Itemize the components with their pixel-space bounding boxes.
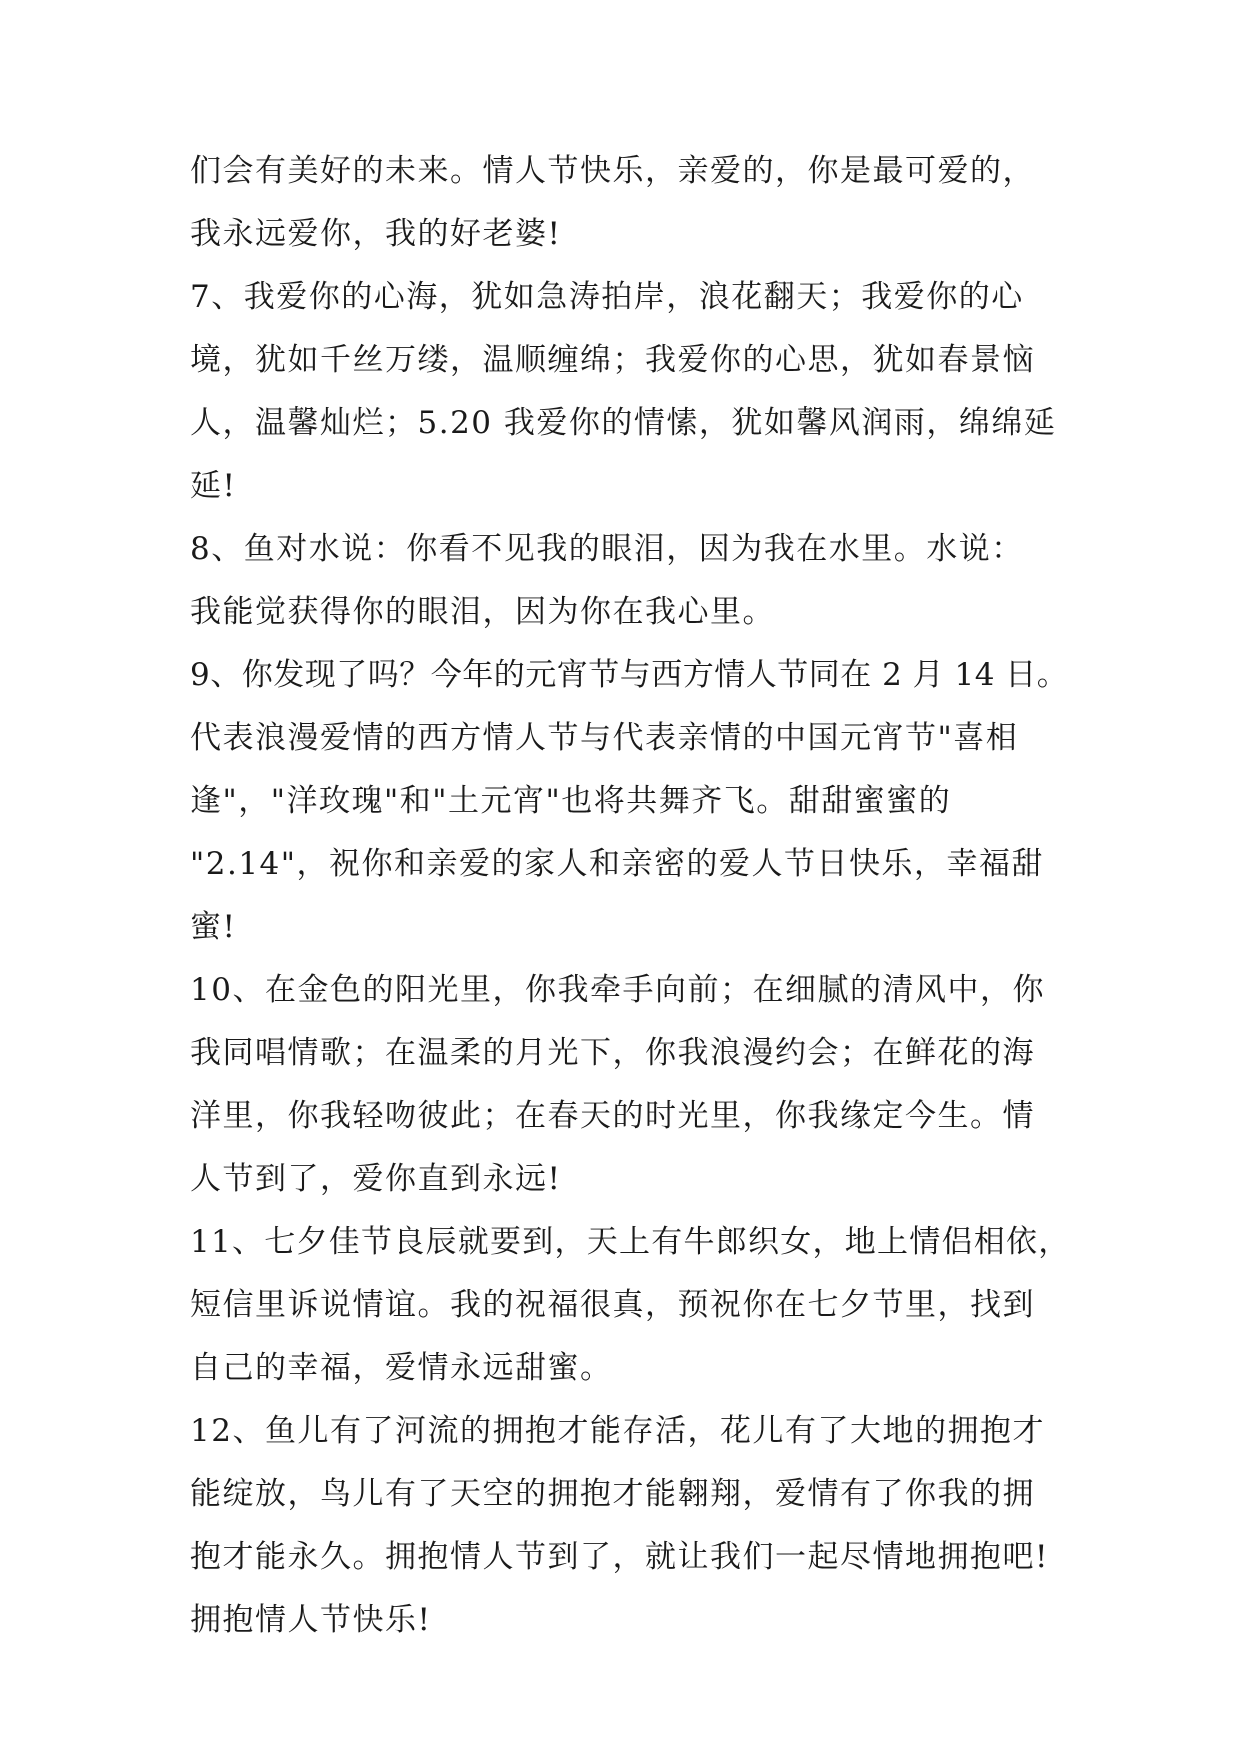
text-line: 自己的幸福，爱情永远甜蜜。 xyxy=(190,1350,613,1386)
text-line: 洋里，你我轻吻彼此；在春天的时光里，你我缘定今生。情 xyxy=(190,1098,1035,1134)
text-line: 7、我爱你的心海，犹如急涛拍岸，浪花翻天；我爱你的心 xyxy=(190,279,1024,315)
document-body xyxy=(190,140,1070,1652)
text-line: 蜜! xyxy=(190,909,237,945)
text-line: 10、在金色的阳光里，你我牵手向前；在细腻的清风中，你 xyxy=(190,972,1045,1008)
text-line: 逢"，"洋玫瑰"和"土元宵"也将共舞齐飞。甜甜蜜蜜的 xyxy=(190,783,952,819)
text-line: 短信里诉说情谊。我的祝福很真，预祝你在七夕节里，找到 xyxy=(190,1287,1035,1323)
text-line: 抱才能永久。拥抱情人节到了，就让我们一起尽情地拥抱吧! xyxy=(190,1539,1049,1575)
text-line: 延! xyxy=(190,468,237,504)
text-line: 拥抱情人节快乐! xyxy=(190,1602,432,1638)
text-line: 们会有美好的未来。情人节快乐，亲爱的，你是最可爱的， xyxy=(190,153,1035,189)
text-line: 境，犹如千丝万缕，温顺缠绵；我爱你的心思，犹如春景恼 xyxy=(190,342,1035,378)
text-line: 人节到了，爱你直到永远! xyxy=(190,1161,562,1197)
text-line: 我同唱情歌；在温柔的月光下，你我浪漫约会；在鲜花的海 xyxy=(190,1035,1035,1071)
text-line: 我能觉获得你的眼泪，因为你在我心里。 xyxy=(190,594,775,630)
text-line: 能绽放，鸟儿有了天空的拥抱才能翱翔，爱情有了你我的拥 xyxy=(190,1476,1035,1512)
text-line: 我永远爱你，我的好老婆! xyxy=(190,216,562,252)
text-line: "2.14"，祝你和亲爱的家人和亲密的爱人节日快乐，幸福甜 xyxy=(190,846,1045,882)
text-line: 12、鱼儿有了河流的拥抱才能存活，花儿有了大地的拥抱才 xyxy=(190,1413,1045,1449)
text-line: 人，温馨灿烂；5.20 我爱你的情愫，犹如馨风润雨，绵绵延 xyxy=(190,405,1057,441)
text-line: 11、七夕佳节良辰就要到，天上有牛郎织女，地上情侣相依， xyxy=(190,1224,1071,1260)
text-line: 8、鱼对水说：你看不见我的眼泪，因为我在水里。水说： xyxy=(190,531,1024,567)
text-line: 9、你发现了吗？今年的元宵节与西方情人节同在 2 月 14 日。 xyxy=(190,657,1069,693)
text-line: 代表浪漫爱情的西方情人节与代表亲情的中国元宵节"喜相 xyxy=(190,720,1019,756)
